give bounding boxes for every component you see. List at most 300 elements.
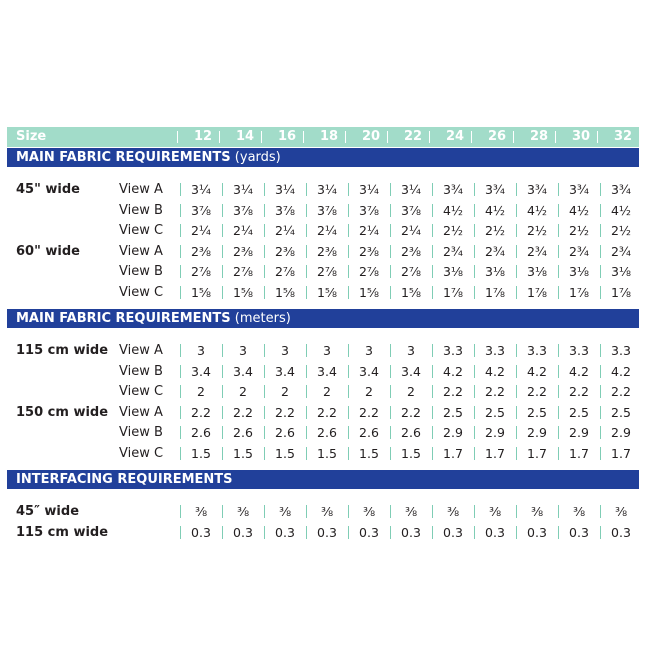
table-row bbox=[7, 501, 639, 522]
table-cell: 2¾ bbox=[526, 243, 548, 259]
column-separator bbox=[390, 183, 391, 196]
column-separator bbox=[516, 224, 517, 237]
table-cell: 3¼ bbox=[400, 182, 422, 197]
column-separator bbox=[264, 245, 265, 258]
column-separator bbox=[474, 447, 475, 460]
table-cell: 2½ bbox=[442, 223, 464, 238]
table-cell: 1⅞ bbox=[610, 284, 632, 300]
table-cell: 1⅞ bbox=[484, 284, 506, 300]
column-separator bbox=[306, 426, 307, 439]
column-separator bbox=[264, 183, 265, 196]
column-separator bbox=[600, 447, 601, 460]
table-cell: 2¼ bbox=[190, 223, 212, 238]
table-cell: 4½ bbox=[442, 202, 464, 218]
column-separator bbox=[306, 224, 307, 237]
column-separator bbox=[471, 131, 472, 143]
column-separator bbox=[180, 526, 181, 539]
column-separator bbox=[600, 426, 601, 439]
column-separator bbox=[264, 426, 265, 439]
table-cell: 0.3 bbox=[527, 524, 547, 540]
column-separator bbox=[306, 526, 307, 539]
column-separator bbox=[432, 245, 433, 258]
column-separator bbox=[348, 224, 349, 237]
column-separator bbox=[558, 447, 559, 460]
column-separator bbox=[180, 365, 181, 378]
column-separator bbox=[429, 131, 430, 143]
table-cell: 0.3 bbox=[233, 524, 253, 540]
table-cell: 2 bbox=[365, 384, 373, 399]
column-separator bbox=[432, 344, 433, 357]
table-cell: 3⅛ bbox=[568, 264, 590, 279]
table-cell: 3¾ bbox=[610, 182, 632, 197]
column-separator bbox=[222, 505, 223, 518]
table-cell: 2.6 bbox=[317, 425, 337, 440]
table-cell: 2.6 bbox=[275, 425, 295, 440]
table-cell: 2.9 bbox=[527, 425, 547, 440]
table-cell: 3¼ bbox=[274, 182, 296, 197]
column-separator bbox=[180, 224, 181, 237]
table-cell: 1⅞ bbox=[526, 284, 548, 300]
column-separator bbox=[261, 131, 262, 143]
column-separator bbox=[180, 344, 181, 357]
column-separator bbox=[597, 131, 598, 143]
table-cell: 4.2 bbox=[611, 363, 631, 379]
column-separator bbox=[348, 426, 349, 439]
column-separator bbox=[432, 385, 433, 398]
column-separator bbox=[474, 426, 475, 439]
column-separator bbox=[222, 426, 223, 439]
column-separator bbox=[516, 204, 517, 217]
table-cell: 4½ bbox=[526, 202, 548, 218]
table-cell: 1.5 bbox=[233, 445, 253, 461]
column-separator bbox=[600, 224, 601, 237]
column-separator bbox=[600, 344, 601, 357]
table-cell: 2½ bbox=[526, 223, 548, 238]
view-label: View B bbox=[119, 363, 163, 379]
table-cell: 2.6 bbox=[233, 425, 253, 440]
table-cell: 2¼ bbox=[358, 223, 380, 238]
table-cell: 3⅛ bbox=[526, 264, 548, 279]
table-cell: 2.5 bbox=[527, 404, 547, 420]
table-cell: 2¼ bbox=[274, 223, 296, 238]
column-separator bbox=[180, 447, 181, 460]
column-separator bbox=[180, 204, 181, 217]
column-separator bbox=[474, 385, 475, 398]
column-separator bbox=[600, 505, 601, 518]
table-cell: 1⅝ bbox=[190, 284, 212, 300]
column-separator bbox=[432, 447, 433, 460]
column-separator bbox=[558, 183, 559, 196]
column-separator bbox=[474, 183, 475, 196]
column-separator bbox=[600, 265, 601, 278]
section-gap bbox=[7, 328, 639, 340]
column-separator bbox=[180, 385, 181, 398]
view-label: View B bbox=[119, 202, 163, 218]
table-cell: ⅜ bbox=[194, 504, 208, 519]
view-label: View B bbox=[119, 264, 163, 279]
column-separator bbox=[600, 406, 601, 419]
view-label: View C bbox=[119, 223, 164, 238]
table-row bbox=[7, 282, 639, 303]
column-separator bbox=[474, 505, 475, 518]
table-cell: 2.6 bbox=[401, 425, 421, 440]
column-separator bbox=[432, 224, 433, 237]
table-cell: 3¾ bbox=[442, 182, 464, 197]
table-cell: ⅜ bbox=[446, 504, 460, 519]
column-separator bbox=[432, 265, 433, 278]
column-separator bbox=[600, 286, 601, 299]
size-number: 14 bbox=[236, 129, 255, 144]
column-separator bbox=[432, 286, 433, 299]
table-cell: ⅜ bbox=[530, 504, 544, 519]
column-separator bbox=[474, 265, 475, 278]
table-cell: 0.3 bbox=[569, 524, 589, 540]
table-cell: 1.7 bbox=[443, 445, 463, 461]
section-title: MAIN FABRIC REQUIREMENTS bbox=[16, 150, 231, 165]
column-separator bbox=[348, 286, 349, 299]
table-cell: 4½ bbox=[610, 202, 632, 218]
section-header bbox=[7, 470, 639, 489]
column-separator bbox=[516, 365, 517, 378]
table-cell: 3¾ bbox=[484, 182, 506, 197]
table-cell: 2.5 bbox=[611, 404, 631, 420]
table-cell: 3¾ bbox=[568, 182, 590, 197]
table-cell: 2½ bbox=[484, 223, 506, 238]
table-cell: 4½ bbox=[484, 202, 506, 218]
table-cell: 3 bbox=[407, 343, 415, 358]
table-row bbox=[7, 381, 639, 402]
column-separator bbox=[390, 245, 391, 258]
column-separator bbox=[390, 204, 391, 217]
table-cell: 2.5 bbox=[443, 404, 463, 420]
column-separator bbox=[516, 505, 517, 518]
column-separator bbox=[348, 385, 349, 398]
column-separator bbox=[306, 204, 307, 217]
table-cell: 2 bbox=[281, 384, 289, 399]
column-separator bbox=[306, 286, 307, 299]
table-cell: 2⅜ bbox=[400, 243, 422, 259]
column-separator bbox=[222, 447, 223, 460]
column-separator bbox=[180, 286, 181, 299]
column-separator bbox=[474, 224, 475, 237]
table-cell: 3.3 bbox=[611, 343, 631, 358]
table-row bbox=[7, 522, 639, 543]
table-cell: 0.3 bbox=[359, 524, 379, 540]
table-cell: 2⅜ bbox=[358, 243, 380, 259]
view-label: View C bbox=[119, 384, 164, 399]
column-separator bbox=[516, 385, 517, 398]
column-separator bbox=[222, 224, 223, 237]
column-separator bbox=[180, 406, 181, 419]
table-cell: 0.3 bbox=[443, 524, 463, 540]
column-separator bbox=[390, 385, 391, 398]
column-separator bbox=[264, 224, 265, 237]
table-cell: 3⅛ bbox=[484, 264, 506, 279]
table-cell: 2.2 bbox=[317, 404, 337, 420]
column-separator bbox=[558, 426, 559, 439]
column-separator bbox=[306, 385, 307, 398]
table-cell: 1.5 bbox=[275, 445, 295, 461]
table-cell: 0.3 bbox=[485, 524, 505, 540]
column-separator bbox=[390, 265, 391, 278]
table-cell: 2.2 bbox=[443, 384, 463, 399]
column-separator bbox=[474, 286, 475, 299]
table-cell: 4.2 bbox=[569, 363, 589, 379]
column-separator bbox=[264, 447, 265, 460]
column-separator bbox=[432, 406, 433, 419]
column-separator bbox=[390, 406, 391, 419]
size-number: 12 bbox=[194, 129, 213, 144]
column-separator bbox=[390, 224, 391, 237]
table-cell: 2¾ bbox=[568, 243, 590, 259]
section-gap bbox=[7, 463, 639, 469]
column-separator bbox=[306, 505, 307, 518]
table-cell: ⅜ bbox=[614, 504, 628, 519]
column-separator bbox=[306, 183, 307, 196]
table-cell: 3 bbox=[323, 343, 331, 358]
table-cell: 2⅜ bbox=[232, 243, 254, 259]
fabric-width-label: 115 cm wide bbox=[16, 524, 109, 540]
table-cell: 1⅞ bbox=[568, 284, 590, 300]
table-cell: 1.5 bbox=[317, 445, 337, 461]
column-separator bbox=[348, 245, 349, 258]
column-separator bbox=[222, 245, 223, 258]
table-cell: 2.6 bbox=[191, 425, 211, 440]
view-label: View B bbox=[119, 425, 163, 440]
column-separator bbox=[513, 131, 514, 143]
table-cell: 1.7 bbox=[569, 445, 589, 461]
column-separator bbox=[516, 526, 517, 539]
table-row bbox=[7, 200, 639, 221]
table-cell: 3¼ bbox=[190, 182, 212, 197]
section-title: MAIN FABRIC REQUIREMENTS bbox=[16, 311, 231, 326]
column-separator bbox=[348, 447, 349, 460]
column-separator bbox=[264, 204, 265, 217]
table-cell: 4.2 bbox=[443, 363, 463, 379]
table-cell: 3⅞ bbox=[358, 202, 380, 218]
table-cell: 0.3 bbox=[317, 524, 337, 540]
table-cell: 3.3 bbox=[527, 343, 547, 358]
table-cell: ⅜ bbox=[236, 504, 250, 519]
column-separator bbox=[432, 365, 433, 378]
table-cell: 1⅝ bbox=[400, 284, 422, 300]
table-cell: 2⅜ bbox=[274, 243, 296, 259]
table-row bbox=[7, 179, 639, 200]
section-title: INTERFACING REQUIREMENTS bbox=[16, 472, 233, 487]
table-cell: 3⅞ bbox=[316, 202, 338, 218]
table-cell: 2.2 bbox=[401, 404, 421, 420]
column-separator bbox=[219, 131, 220, 143]
column-separator bbox=[390, 365, 391, 378]
size-number: 22 bbox=[404, 129, 423, 144]
column-separator bbox=[348, 505, 349, 518]
column-separator bbox=[264, 505, 265, 518]
column-separator bbox=[558, 526, 559, 539]
column-separator bbox=[390, 344, 391, 357]
column-separator bbox=[222, 183, 223, 196]
column-separator bbox=[600, 183, 601, 196]
table-cell: 3⅞ bbox=[274, 202, 296, 218]
table-cell: 2⅜ bbox=[316, 243, 338, 259]
table-cell: ⅜ bbox=[488, 504, 502, 519]
size-number: 28 bbox=[530, 129, 549, 144]
table-cell: 3 bbox=[197, 343, 205, 358]
table-cell: 2¼ bbox=[400, 223, 422, 238]
table-row bbox=[7, 261, 639, 282]
table-cell: 3⅛ bbox=[442, 264, 464, 279]
table-cell: 2⅜ bbox=[190, 243, 212, 259]
table-cell: ⅜ bbox=[320, 504, 334, 519]
column-separator bbox=[222, 265, 223, 278]
column-separator bbox=[516, 447, 517, 460]
table-cell: 1.7 bbox=[611, 445, 631, 461]
column-separator bbox=[222, 406, 223, 419]
table-cell: 2.9 bbox=[569, 425, 589, 440]
column-separator bbox=[387, 131, 388, 143]
column-separator bbox=[558, 385, 559, 398]
table-cell: 1.7 bbox=[527, 445, 547, 461]
column-separator bbox=[348, 526, 349, 539]
column-separator bbox=[348, 365, 349, 378]
view-label: View C bbox=[119, 445, 164, 461]
column-separator bbox=[474, 245, 475, 258]
column-separator bbox=[345, 131, 346, 143]
fabric-width-label: 60" wide bbox=[16, 243, 80, 259]
table-cell: 2.9 bbox=[443, 425, 463, 440]
table-cell: 2.2 bbox=[485, 384, 505, 399]
chart-sections bbox=[7, 148, 639, 542]
column-separator bbox=[180, 245, 181, 258]
section-unit: (meters) bbox=[230, 311, 291, 326]
table-cell: 3.3 bbox=[443, 343, 463, 358]
fabric-width-label: 150 cm wide bbox=[16, 404, 109, 420]
table-cell: 2¼ bbox=[232, 223, 254, 238]
column-separator bbox=[264, 365, 265, 378]
column-separator bbox=[432, 426, 433, 439]
table-cell: 0.3 bbox=[191, 524, 211, 540]
table-cell: 3.4 bbox=[359, 363, 379, 379]
table-cell: 1.5 bbox=[359, 445, 379, 461]
table-cell: 1.5 bbox=[191, 445, 211, 461]
column-separator bbox=[264, 265, 265, 278]
table-cell: 4.2 bbox=[527, 363, 547, 379]
column-separator bbox=[390, 426, 391, 439]
column-separator bbox=[180, 426, 181, 439]
section-unit: (yards) bbox=[230, 150, 281, 165]
section-gap bbox=[7, 489, 639, 501]
table-cell: 4½ bbox=[568, 202, 590, 218]
column-separator bbox=[264, 344, 265, 357]
table-cell: 3¼ bbox=[232, 182, 254, 197]
table-cell: 3 bbox=[365, 343, 373, 358]
column-separator bbox=[306, 265, 307, 278]
column-separator bbox=[555, 131, 556, 143]
size-header-label: Size bbox=[16, 129, 47, 144]
table-cell: 2¾ bbox=[442, 243, 464, 259]
table-cell: 2½ bbox=[568, 223, 590, 238]
column-separator bbox=[516, 344, 517, 357]
column-separator bbox=[180, 505, 181, 518]
column-separator bbox=[600, 204, 601, 217]
column-separator bbox=[348, 265, 349, 278]
column-separator bbox=[516, 406, 517, 419]
column-separator bbox=[432, 204, 433, 217]
column-separator bbox=[600, 385, 601, 398]
table-cell: 2⅞ bbox=[232, 264, 254, 279]
table-row bbox=[7, 402, 639, 423]
table-cell: 3.3 bbox=[569, 343, 589, 358]
size-number: 20 bbox=[362, 129, 381, 144]
column-separator bbox=[390, 286, 391, 299]
column-separator bbox=[390, 447, 391, 460]
table-cell: 2.2 bbox=[359, 404, 379, 420]
table-cell: 3.3 bbox=[485, 343, 505, 358]
column-separator bbox=[474, 344, 475, 357]
table-cell: 1⅝ bbox=[232, 284, 254, 300]
table-cell: 1⅞ bbox=[442, 284, 464, 300]
table-row bbox=[7, 340, 639, 361]
fabric-width-label: 45″ wide bbox=[16, 504, 80, 519]
column-separator bbox=[516, 245, 517, 258]
table-row bbox=[7, 422, 639, 443]
table-cell: 3⅞ bbox=[400, 202, 422, 218]
table-cell: 2½ bbox=[610, 223, 632, 238]
section-gap bbox=[7, 167, 639, 179]
table-cell: 3⅞ bbox=[190, 202, 212, 218]
column-separator bbox=[222, 204, 223, 217]
table-cell: ⅜ bbox=[572, 504, 586, 519]
table-cell: 1⅝ bbox=[274, 284, 296, 300]
column-separator bbox=[516, 426, 517, 439]
column-separator bbox=[474, 406, 475, 419]
table-cell: 3¼ bbox=[358, 182, 380, 197]
table-row bbox=[7, 443, 639, 464]
column-separator bbox=[432, 183, 433, 196]
table-cell: 1.7 bbox=[485, 445, 505, 461]
table-cell: ⅜ bbox=[362, 504, 376, 519]
size-number: 18 bbox=[320, 129, 339, 144]
column-separator bbox=[222, 526, 223, 539]
table-cell: 1⅝ bbox=[316, 284, 338, 300]
view-label: View A bbox=[119, 404, 163, 420]
column-separator bbox=[306, 344, 307, 357]
table-cell: 0.3 bbox=[401, 524, 421, 540]
table-cell: 2⅞ bbox=[316, 264, 338, 279]
column-separator bbox=[348, 406, 349, 419]
fabric-requirements-chart bbox=[7, 127, 639, 542]
column-separator bbox=[558, 224, 559, 237]
table-cell: ⅜ bbox=[278, 504, 292, 519]
column-separator bbox=[264, 385, 265, 398]
table-row bbox=[7, 361, 639, 382]
column-separator bbox=[474, 365, 475, 378]
column-separator bbox=[432, 505, 433, 518]
column-separator bbox=[558, 204, 559, 217]
table-cell: 3.4 bbox=[401, 363, 421, 379]
column-separator bbox=[177, 131, 178, 143]
table-cell: 2 bbox=[239, 384, 247, 399]
table-cell: 1⅝ bbox=[358, 284, 380, 300]
column-separator bbox=[306, 245, 307, 258]
column-separator bbox=[558, 406, 559, 419]
table-cell: ⅜ bbox=[404, 504, 418, 519]
column-separator bbox=[303, 131, 304, 143]
fabric-width-label: 115 cm wide bbox=[16, 343, 109, 358]
column-separator bbox=[180, 183, 181, 196]
table-row bbox=[7, 241, 639, 262]
size-header-row bbox=[7, 127, 639, 147]
column-separator bbox=[348, 344, 349, 357]
